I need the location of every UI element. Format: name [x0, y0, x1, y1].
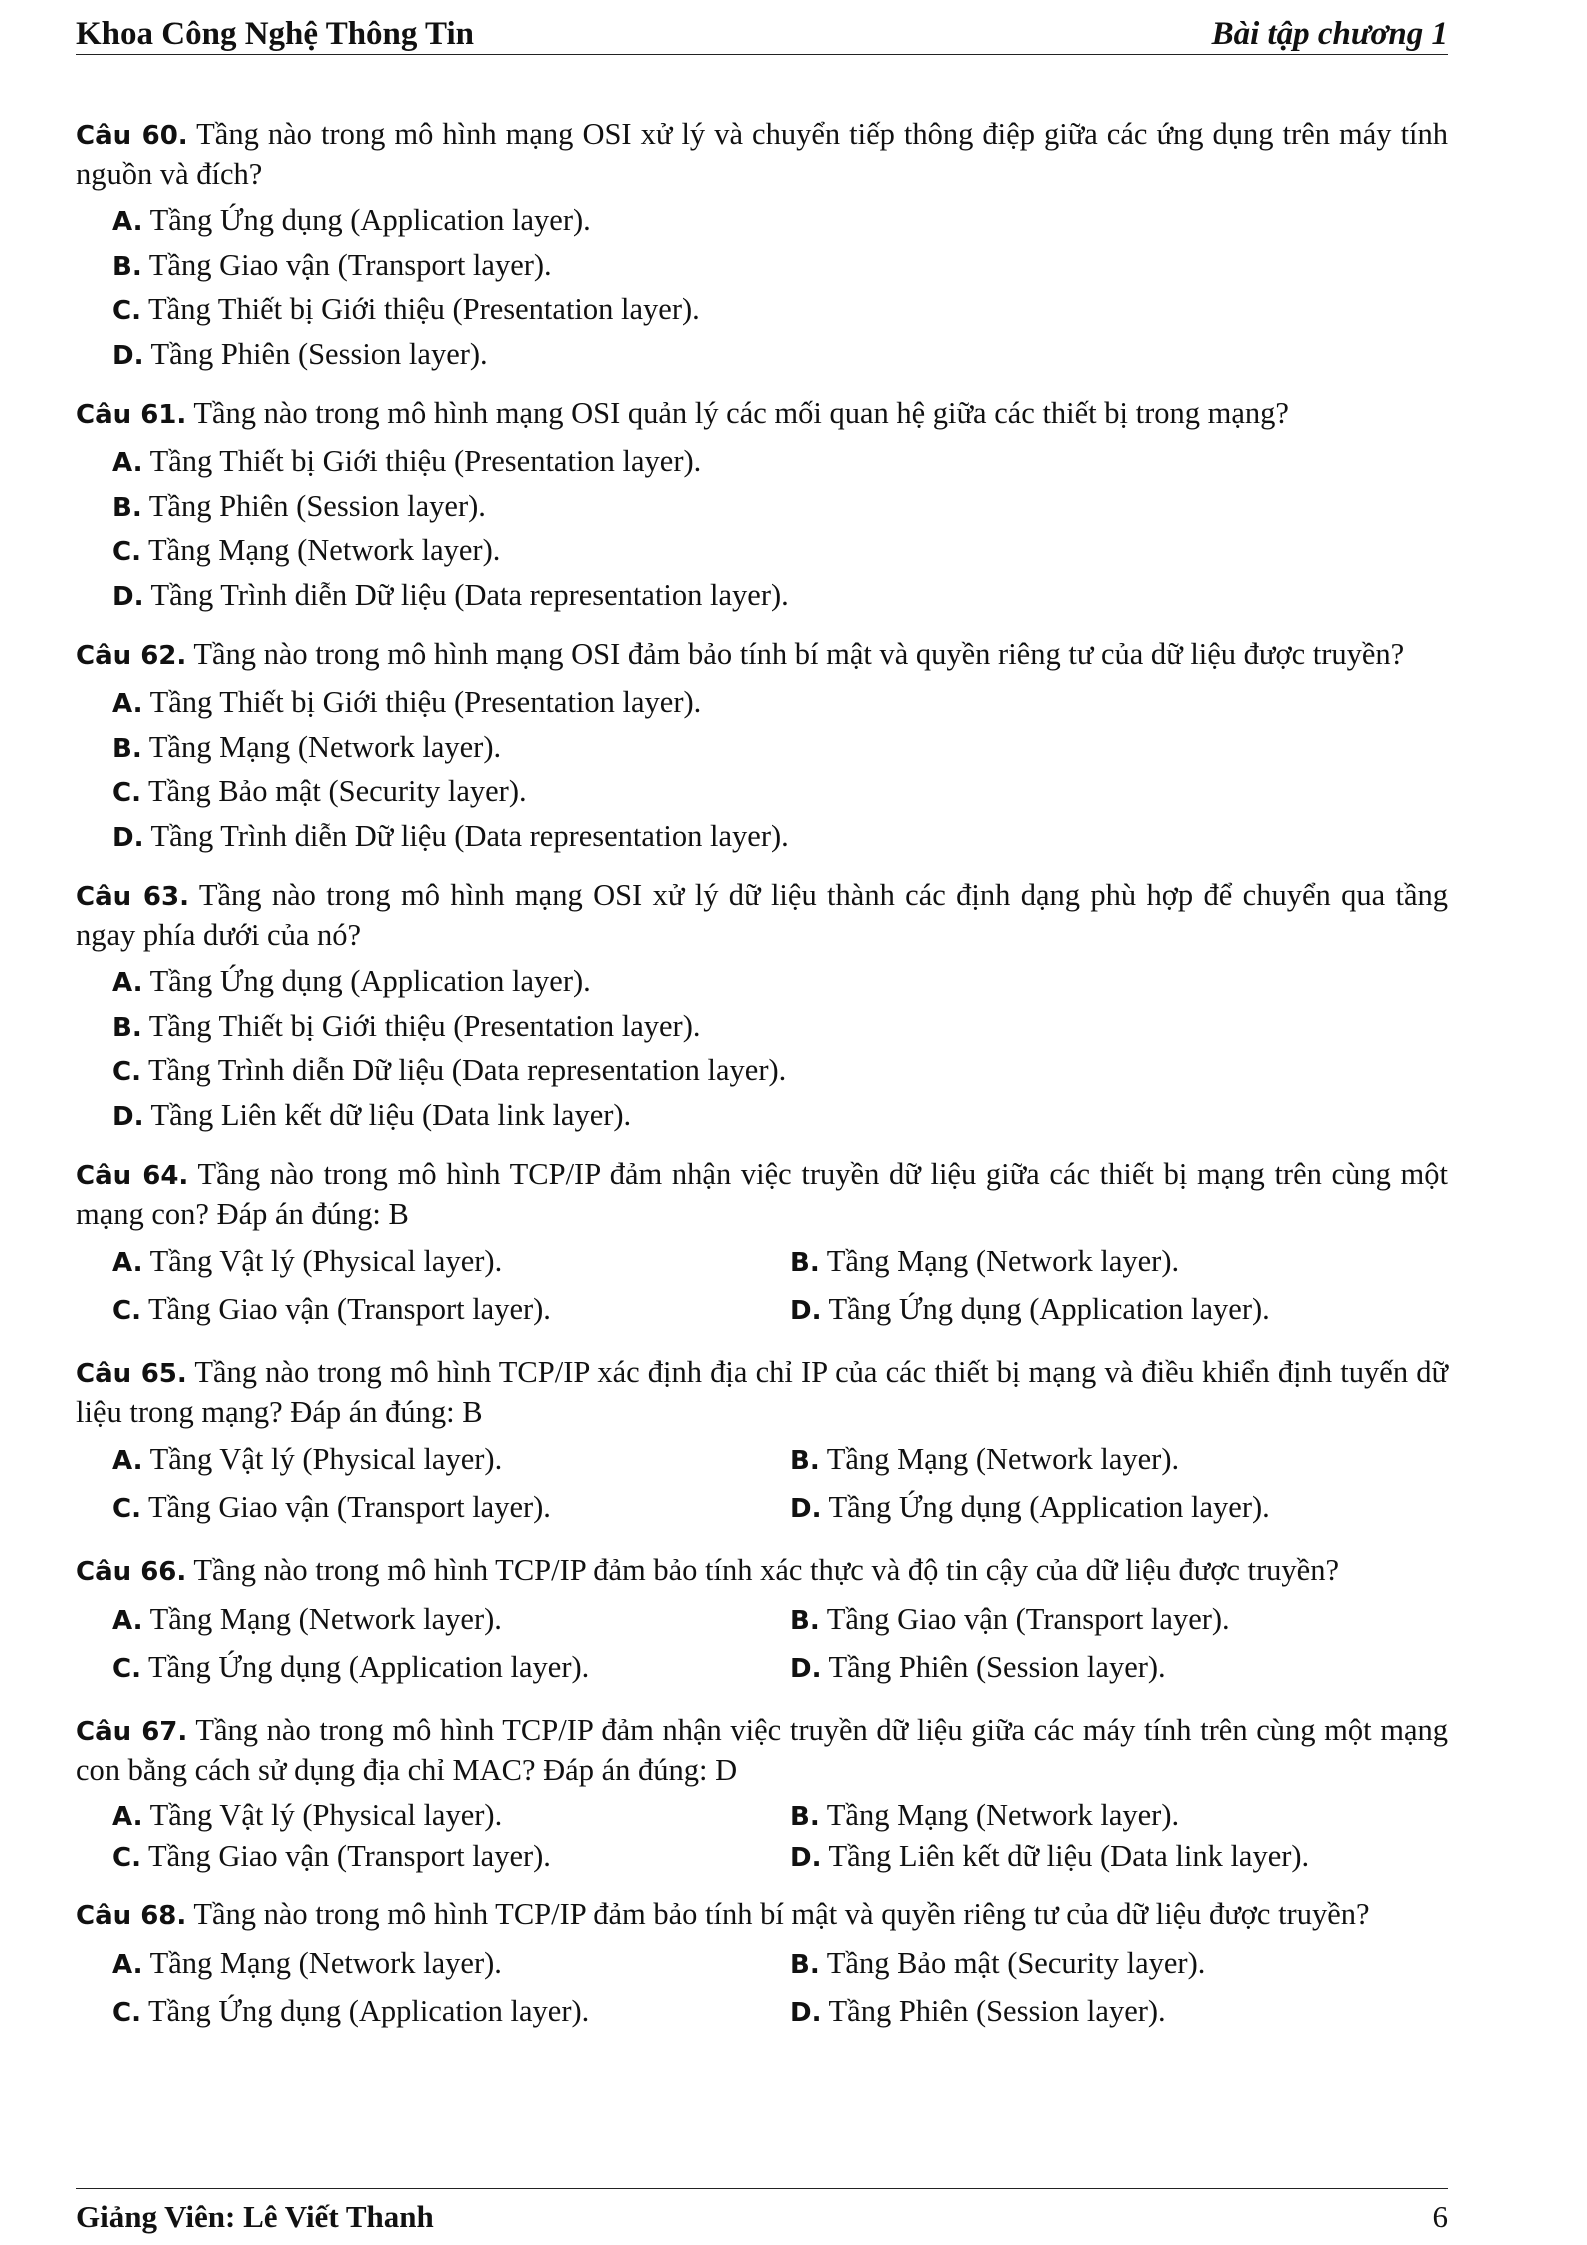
question-label: Câu 67. [76, 1717, 188, 1747]
option-label: C. [112, 1843, 141, 1873]
option-a [112, 680, 1448, 725]
page-number: 6 [1432, 2199, 1448, 2234]
option-c [112, 287, 1448, 332]
answer-options [112, 959, 1448, 1137]
option-d [112, 332, 1448, 377]
question-stem [76, 635, 1448, 675]
question-label: Câu 64. [76, 1161, 189, 1191]
answer-options [112, 1239, 1448, 1335]
option-c [112, 528, 1448, 573]
option-b [790, 1239, 1430, 1287]
option-text: Tầng Ứng dụng (Application layer). [828, 1490, 1270, 1524]
option-text: Tầng Giao vận (Transport layer). [148, 247, 552, 282]
option-label: A. [112, 1446, 143, 1476]
option-text: Tầng Mạng (Network layer). [149, 1946, 502, 1980]
option-label: B. [112, 492, 142, 523]
option-label: A. [112, 1248, 143, 1278]
option-text: Tầng Vật lý (Physical layer). [149, 1798, 503, 1832]
option-label: A. [112, 689, 143, 719]
option-label: D. [112, 1101, 144, 1132]
question-stem [76, 1711, 1448, 1789]
option-d [112, 814, 1448, 859]
option-text: Tầng Trình diễn Dữ liệu (Data representation layer). [150, 818, 789, 853]
option-label: D. [790, 1654, 822, 1684]
question-stem [76, 394, 1448, 434]
option-label: B. [112, 1012, 142, 1043]
option-b [112, 243, 1448, 288]
option-label: C. [112, 537, 141, 567]
header-chapter: Bài tập chương 1 [1211, 16, 1448, 52]
option-text: Tầng Phiên (Session layer). [148, 488, 486, 523]
option-label: A. [112, 1950, 143, 1980]
question-65 [76, 1353, 1448, 1533]
question-text: Tầng nào trong mô hình TCP/IP đảm bảo tính bí mật và quyền riêng tư của dữ liệu được truyền? [193, 1897, 1370, 1931]
question-label: Câu 65. [76, 1359, 187, 1389]
option-text: Tầng Giao vận (Transport layer). [148, 1490, 551, 1524]
question-67 [76, 1711, 1448, 1877]
option-b [112, 1004, 1448, 1049]
option-a [112, 1795, 790, 1836]
option-label: B. [790, 1248, 820, 1278]
option-a [112, 1941, 790, 1989]
option-a [112, 959, 1448, 1004]
question-stem [76, 1155, 1448, 1233]
option-text: Tầng Thiết bị Giới thiệu (Presentation layer). [149, 444, 702, 478]
option-c [112, 1287, 790, 1335]
option-text: Tầng Thiết bị Giới thiệu (Presentation layer). [148, 1008, 701, 1043]
question-text: Tầng nào trong mô hình TCP/IP đảm nhận việc truyền dữ liệu giữa các máy tính trên cùng một mạng con bằng cách sử dụng địa chỉ MAC? Đáp án đúng: D [76, 1713, 1448, 1787]
option-d [790, 1485, 1430, 1533]
option-label: A. [112, 448, 143, 478]
answer-options [112, 439, 1448, 617]
question-66 [76, 1551, 1448, 1693]
option-label: A. [112, 1802, 143, 1832]
answer-options [112, 198, 1448, 376]
option-d [790, 1287, 1430, 1335]
question-text: Tầng nào trong mô hình TCP/IP đảm nhận việc truyền dữ liệu giữa các thiết bị mạng trên cùng một mạng con? Đáp án đúng: B [76, 1157, 1448, 1231]
option-text: Tầng Bảo mật (Security layer). [826, 1946, 1206, 1980]
option-text: Tầng Vật lý (Physical layer). [149, 1244, 503, 1278]
answer-options [112, 1941, 1448, 2037]
question-stem [76, 115, 1448, 193]
option-text: Tầng Giao vận (Transport layer). [148, 1839, 551, 1873]
option-text: Tầng Vật lý (Physical layer). [149, 1442, 503, 1476]
option-c [112, 1048, 1448, 1093]
option-label: D. [790, 1494, 822, 1524]
answer-options [112, 680, 1448, 858]
question-62 [76, 635, 1448, 858]
option-text: Tầng Phiên (Session layer). [828, 1994, 1166, 2028]
option-label: C. [112, 1057, 141, 1087]
option-d [790, 1989, 1430, 2037]
option-d [112, 1093, 1448, 1138]
option-label: B. [790, 1802, 820, 1832]
option-b [790, 1795, 1430, 1836]
option-c [112, 1645, 790, 1693]
option-text: Tầng Ứng dụng (Application layer). [148, 1650, 590, 1684]
question-label: Câu 63. [76, 882, 189, 912]
option-d [790, 1645, 1430, 1693]
question-label: Câu 68. [76, 1901, 187, 1931]
option-label: D. [790, 1296, 822, 1326]
page-header [76, 14, 1448, 55]
answer-options [112, 1597, 1448, 1693]
question-text: Tầng nào trong mô hình mạng OSI xử lý dữ liệu thành các định dạng phù hợp để chuyển qua tầng ngay phía dưới của nó? [76, 878, 1449, 952]
question-stem [76, 1353, 1448, 1431]
question-63 [76, 876, 1448, 1137]
option-label: C. [112, 1494, 141, 1524]
option-label: C. [112, 778, 141, 808]
answer-options [112, 1795, 1448, 1877]
question-stem [76, 876, 1448, 954]
option-text: Tầng Mạng (Network layer). [826, 1798, 1180, 1832]
option-label: C. [112, 1998, 141, 2028]
option-label: B. [790, 1446, 820, 1476]
option-text: Tầng Phiên (Session layer). [828, 1650, 1166, 1684]
option-text: Tầng Ứng dụng (Application layer). [149, 203, 591, 237]
option-label: A. [112, 968, 143, 998]
option-c [112, 769, 1448, 814]
option-label: C. [112, 1654, 141, 1684]
page-footer [76, 2188, 1448, 2234]
option-c [112, 1989, 790, 2037]
option-a [112, 439, 1448, 484]
option-text: Tầng Liên kết dữ liệu (Data link layer). [828, 1839, 1310, 1873]
option-label: D. [790, 1843, 822, 1873]
option-text: Tầng Thiết bị Giới thiệu (Presentation layer). [149, 685, 702, 719]
option-text: Tầng Mạng (Network layer). [149, 1602, 502, 1636]
option-text: Tầng Giao vận (Transport layer). [148, 1292, 551, 1326]
option-text: Tầng Ứng dụng (Application layer). [148, 1994, 590, 2028]
option-label: D. [790, 1998, 822, 2028]
option-text: Tầng Thiết bị Giới thiệu (Presentation layer). [148, 292, 700, 326]
option-text: Tầng Ứng dụng (Application layer). [149, 964, 591, 998]
option-label: C. [112, 1296, 141, 1326]
option-label: D. [112, 581, 144, 612]
option-text: Tầng Giao vận (Transport layer). [826, 1602, 1230, 1636]
footer-lecturer: Giảng Viên: Lê Viết Thanh [76, 2199, 434, 2234]
option-b [112, 484, 1448, 529]
question-text: Tầng nào trong mô hình TCP/IP xác định địa chỉ IP của các thiết bị mạng và điều khiển định tuyến dữ liệu trong mạng? Đáp án đúng: B [76, 1355, 1448, 1429]
option-label: D. [112, 340, 144, 371]
option-text: Tầng Mạng (Network layer). [148, 533, 501, 567]
option-label: B. [790, 1950, 820, 1980]
question-text: Tầng nào trong mô hình mạng OSI đảm bảo tính bí mật và quyền riêng tư của dữ liệu được truyền? [193, 637, 1405, 671]
option-d [112, 573, 1448, 618]
question-label: Câu 61. [76, 400, 187, 430]
question-label: Câu 62. [76, 641, 187, 671]
question-label: Câu 66. [76, 1557, 187, 1587]
option-d [790, 1836, 1430, 1877]
answer-options [112, 1437, 1448, 1533]
option-b [790, 1597, 1430, 1645]
option-text: Tầng Mạng (Network layer). [148, 729, 502, 764]
option-a [112, 1239, 790, 1287]
option-label: B. [112, 733, 142, 764]
option-c [112, 1836, 790, 1877]
question-text: Tầng nào trong mô hình mạng OSI quản lý các mối quan hệ giữa các thiết bị trong mạng? [193, 396, 1289, 430]
option-text: Tầng Ứng dụng (Application layer). [828, 1292, 1270, 1326]
option-text: Tầng Mạng (Network layer). [826, 1244, 1180, 1278]
option-label: A. [112, 207, 143, 237]
question-label: Câu 60. [76, 121, 188, 151]
question-61 [76, 394, 1448, 617]
option-label: C. [112, 296, 141, 326]
question-text: Tầng nào trong mô hình TCP/IP đảm bảo tính xác thực và độ tin cậy của dữ liệu được truyền? [193, 1553, 1339, 1587]
option-text: Tầng Liên kết dữ liệu (Data link layer). [150, 1097, 632, 1132]
option-label: A. [112, 1606, 143, 1636]
option-label: D. [112, 822, 144, 853]
header-faculty: Khoa Công Nghệ Thông Tin [76, 16, 474, 52]
option-b [790, 1437, 1430, 1485]
question-64 [76, 1155, 1448, 1335]
question-stem [76, 1551, 1448, 1591]
option-a [112, 198, 1448, 243]
question-68 [76, 1895, 1448, 2037]
option-c [112, 1485, 790, 1533]
option-b [790, 1941, 1430, 1989]
question-text: Tầng nào trong mô hình mạng OSI xử lý và chuyển tiếp thông điệp giữa các ứng dụng trên máy tính nguồn và đích? [76, 117, 1449, 191]
questions-section [76, 115, 1448, 2055]
option-label: B. [112, 251, 142, 282]
question-60 [76, 115, 1448, 376]
document-page [76, 0, 1448, 2245]
option-a [112, 1437, 790, 1485]
option-text: Tầng Phiên (Session layer). [150, 336, 488, 371]
option-text: Tầng Trình diễn Dữ liệu (Data representation layer). [148, 1053, 787, 1087]
option-text: Tầng Bảo mật (Security layer). [148, 774, 527, 808]
option-b [112, 725, 1448, 770]
option-text: Tầng Trình diễn Dữ liệu (Data representation layer). [150, 577, 789, 612]
option-a [112, 1597, 790, 1645]
option-text: Tầng Mạng (Network layer). [826, 1442, 1180, 1476]
question-stem [76, 1895, 1448, 1935]
option-label: B. [790, 1606, 820, 1636]
